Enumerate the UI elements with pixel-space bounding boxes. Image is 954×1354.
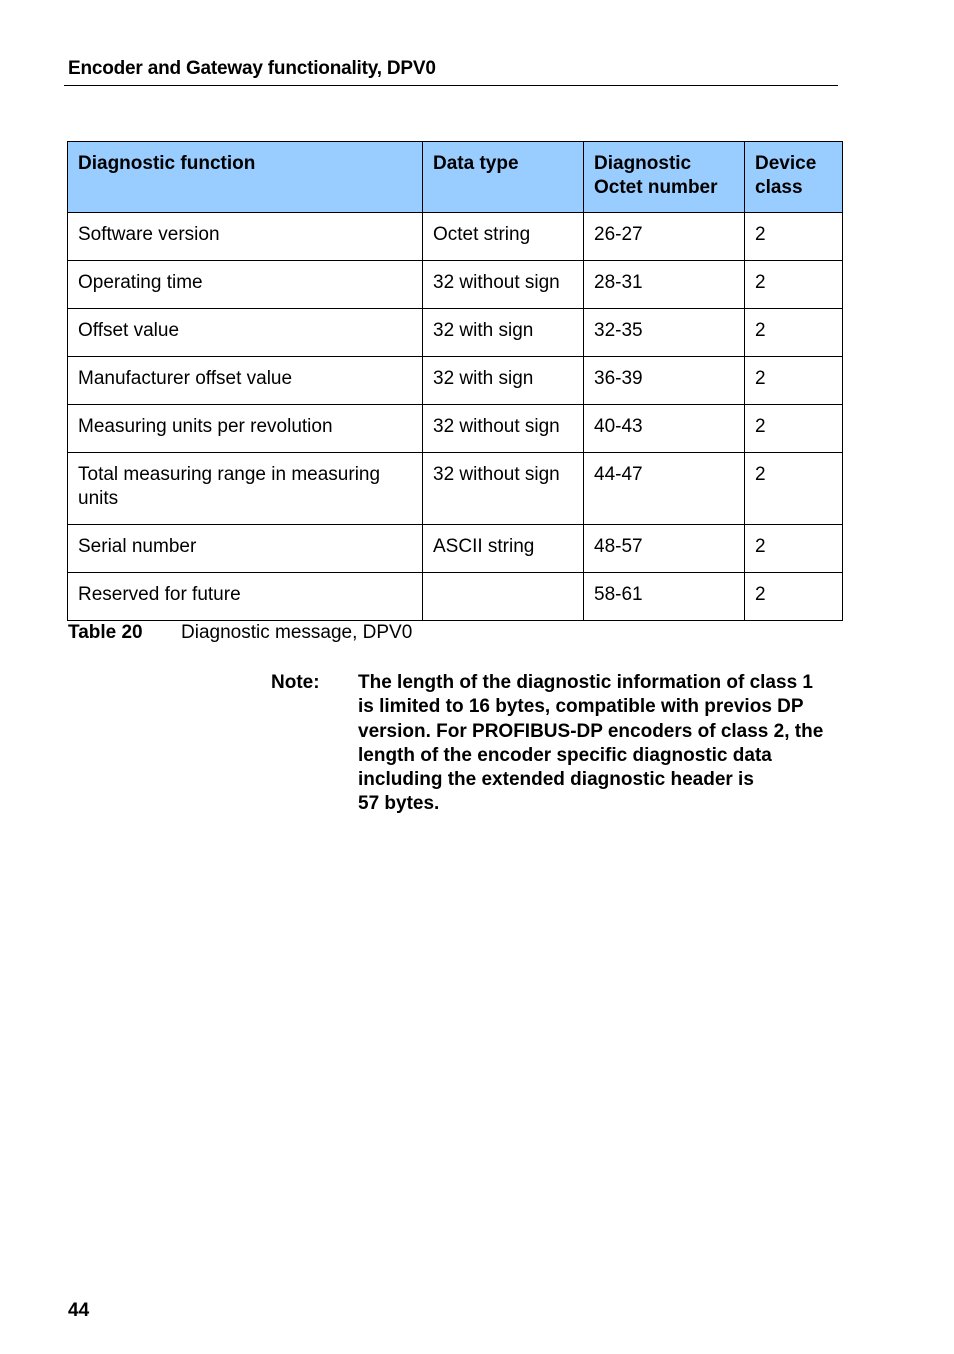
table-cell: 2 — [745, 357, 843, 405]
diagnostic-table — [67, 141, 843, 621]
table-cell: 2 — [745, 309, 843, 357]
column-header — [584, 142, 745, 213]
table-cell: 32-35 — [584, 309, 745, 357]
table-cell: Octet string — [423, 213, 584, 261]
table-cell: 32 with sign — [423, 309, 584, 357]
note-line: including the extended diagnostic header is — [358, 769, 754, 791]
running-header: Encoder and Gateway functionality, DPV0 — [68, 58, 436, 79]
note-line: 57 bytes. — [358, 793, 440, 815]
table-row — [68, 405, 843, 453]
table-cell: Software version — [68, 213, 423, 261]
table-cell: Measuring units per revolution — [68, 405, 423, 453]
column-header: Data type — [423, 142, 584, 213]
table-cell: 26-27 — [584, 213, 745, 261]
column-header — [745, 142, 843, 213]
table-cell: 2 — [745, 525, 843, 573]
note-line: version. For PROFIBUS-DP encoders of class 2, the — [358, 720, 824, 742]
table-row — [68, 261, 843, 309]
table-cell: 2 — [745, 405, 843, 453]
table-cell: 2 — [745, 573, 843, 621]
table-cell: 2 — [745, 261, 843, 309]
note-text — [358, 671, 828, 817]
table-row — [68, 213, 843, 261]
table-cell: 28-31 — [584, 261, 745, 309]
table-cell: Total measuring range in measuring units — [68, 453, 423, 525]
caption-label: Table 20 — [68, 622, 143, 643]
caption-text: Diagnostic message, DPV0 — [181, 622, 413, 643]
table-cell: 32 without sign — [423, 261, 584, 309]
table-cell: 44-47 — [584, 453, 745, 525]
table-row — [68, 453, 843, 525]
table-cell: ASCII string — [423, 525, 584, 573]
table-header-row — [68, 142, 843, 213]
header-divider — [64, 85, 838, 86]
table-cell: Serial number — [68, 525, 423, 573]
table-cell: Operating time — [68, 261, 423, 309]
table-caption — [68, 622, 412, 644]
column-header-text: Diagnostic Octet number — [594, 153, 718, 198]
table-cell: Offset value — [68, 309, 423, 357]
table-row — [68, 573, 843, 621]
table-cell: Reserved for future — [68, 573, 423, 621]
table-row — [68, 309, 843, 357]
table-cell: 40-43 — [584, 405, 745, 453]
table-cell: 58-61 — [584, 573, 745, 621]
table-cell: 32 without sign — [423, 405, 584, 453]
column-header: Diagnostic function — [68, 142, 423, 213]
page-number: 44 — [68, 1300, 90, 1321]
column-header-text: Device class — [755, 153, 817, 198]
table-cell: 32 with sign — [423, 357, 584, 405]
table-row — [68, 357, 843, 405]
table-cell — [423, 573, 584, 621]
note-line: is limited to 16 bytes, compatible with previos DP — [358, 696, 804, 718]
table-cell: 2 — [745, 213, 843, 261]
table-row — [68, 525, 843, 573]
note-line: The length of the diagnostic information of class 1 — [358, 672, 813, 693]
table-cell: 48-57 — [584, 525, 745, 573]
table-cell: 2 — [745, 453, 843, 525]
table-cell: 36-39 — [584, 357, 745, 405]
table-cell: 32 without sign — [423, 453, 584, 525]
table-cell: Manufacturer offset value — [68, 357, 423, 405]
note-line: length of the encoder specific diagnostic data — [358, 744, 772, 766]
note-label: Note: — [271, 672, 320, 693]
